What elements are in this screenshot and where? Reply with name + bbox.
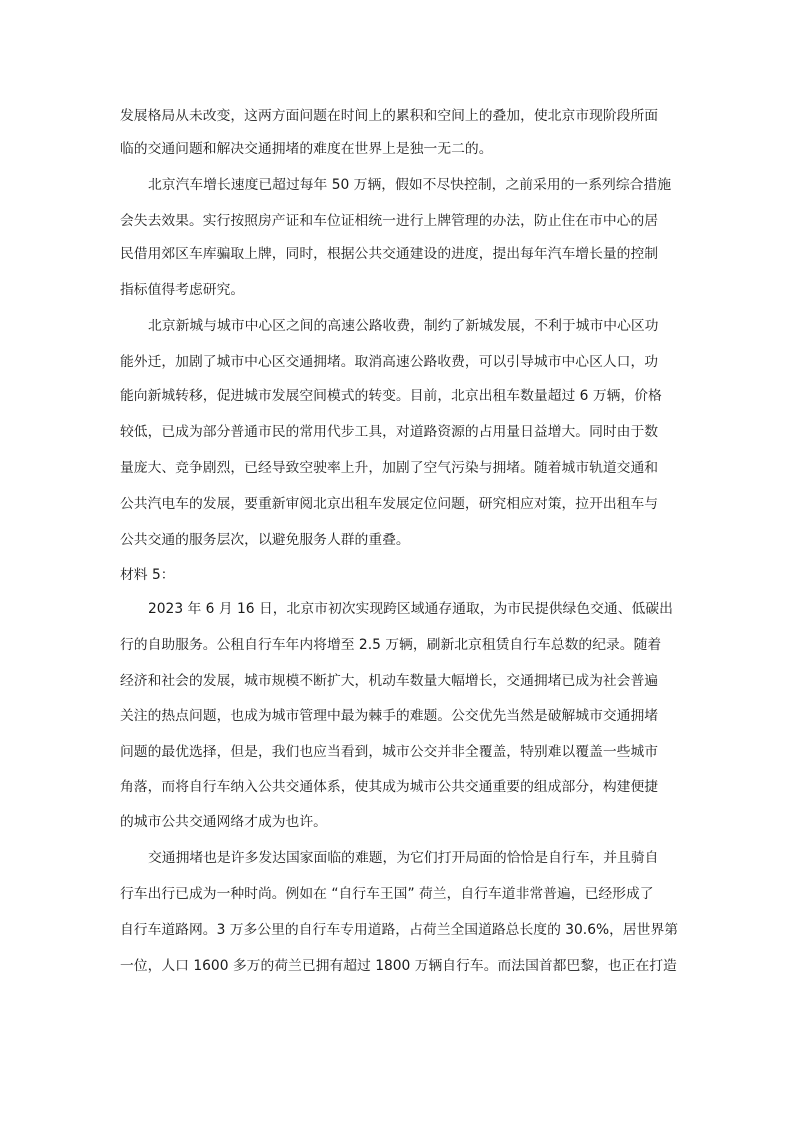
text-line: 行的自助服务。公租自行车年内将增至 2.5 万辆，刷新北京租赁自行车总数的纪录。随着 — [120, 637, 662, 653]
text-line: 的城市公共交通网络才成为也许。 — [120, 814, 327, 830]
text-line: 公共交通的服务层次，以避免服务人群的重叠。 — [120, 532, 410, 548]
text-line: 量庞大、竞争剧烈，已经导致空驶率上升，加剧了空气污染与拥堵。随着城市轨道交通和 — [120, 460, 659, 476]
text-line: 民借用郊区车库骗取上牌，同时，根据公共交通建设的进度，提出每年汽车增长量的控制 — [120, 246, 659, 262]
text-line: 北京新城与城市中心区之间的高速公路收费，制约了新城发展，不利于城市中心区功 — [148, 318, 659, 334]
text-line: 问题的最优选择，但是，我们也应当看到，城市公交并非全覆盖，特别难以覆盖一些城市 — [120, 744, 659, 760]
text-line: 临的交通问题和解决交通拥堵的难度在世界上是独一无二的。 — [120, 141, 493, 157]
text-line: 能向新城转移，促进城市发展空间模式的转变。目前，北京出租车数量超过 6 万辆，价格 — [120, 388, 662, 404]
text-line: 交通拥堵也是许多发达国家面临的难题，为它们打开局面的恰恰是自行车，并且骑自 — [148, 850, 659, 866]
section-heading: 材料 5： — [120, 567, 175, 583]
text-line: 自行车道路网。3 万多公里的自行车专用道路，占荷兰全国道路总长度的 30.6%，居世界第 — [120, 922, 679, 938]
text-line: 指标值得考虑研究。 — [120, 282, 245, 298]
text-line: 经济和社会的发展，城市规模不断扩大，机动车数量大幅增长，交通拥堵已成为社会普遍 — [120, 673, 659, 689]
text-line: 公共汽电车的发展，要重新审阅北京出租车发展定位问题，研究相应对策，拉开出租车与 — [120, 496, 659, 512]
text-line: 行车出行已成为一种时尚。例如在 “自行车王国” 荷兰，自行车道非常普遍，已经形成了 — [120, 886, 654, 902]
text-line: 会失去效果。实行按照房产证和车位证相统一进行上牌管理的办法，防止住在市中心的居 — [120, 213, 659, 229]
text-line: 角落，而将自行车纳入公共交通体系，使其成为城市公共交通重要的组成部分，构建便捷 — [120, 779, 659, 795]
text-line: 一位，人口 1600 多万的荷兰已拥有超过 1800 万辆自行车。而法国首都巴黎，也正在打造 — [120, 958, 677, 974]
text-line: 能外迁，加剧了城市中心区交通拥堵。取消高速公路收费，可以引导城市中心区人口，功 — [120, 354, 659, 370]
text-line: 较低，已成为部分普通市民的常用代步工具，对道路资源的占用量日益增大。同时由于数 — [120, 424, 659, 440]
text-line: 发展格局从未改变，这两方面问题在时间上的累积和空间上的叠加，使北京市现阶段所面 — [120, 108, 659, 124]
text-line: 2023 年 6 月 16 日，北京市初次实现跨区域通存通取，为市民提供绿色交通、低碳出 — [148, 601, 673, 617]
text-line: 北京汽车增长速度已超过每年 50 万辆，假如不尽快控制，之前采用的一系列综合措施 — [148, 177, 672, 193]
text-line: 关注的热点问题，也成为城市管理中最为棘手的难题。公交优先当然是破解城市交通拥堵 — [120, 708, 659, 724]
